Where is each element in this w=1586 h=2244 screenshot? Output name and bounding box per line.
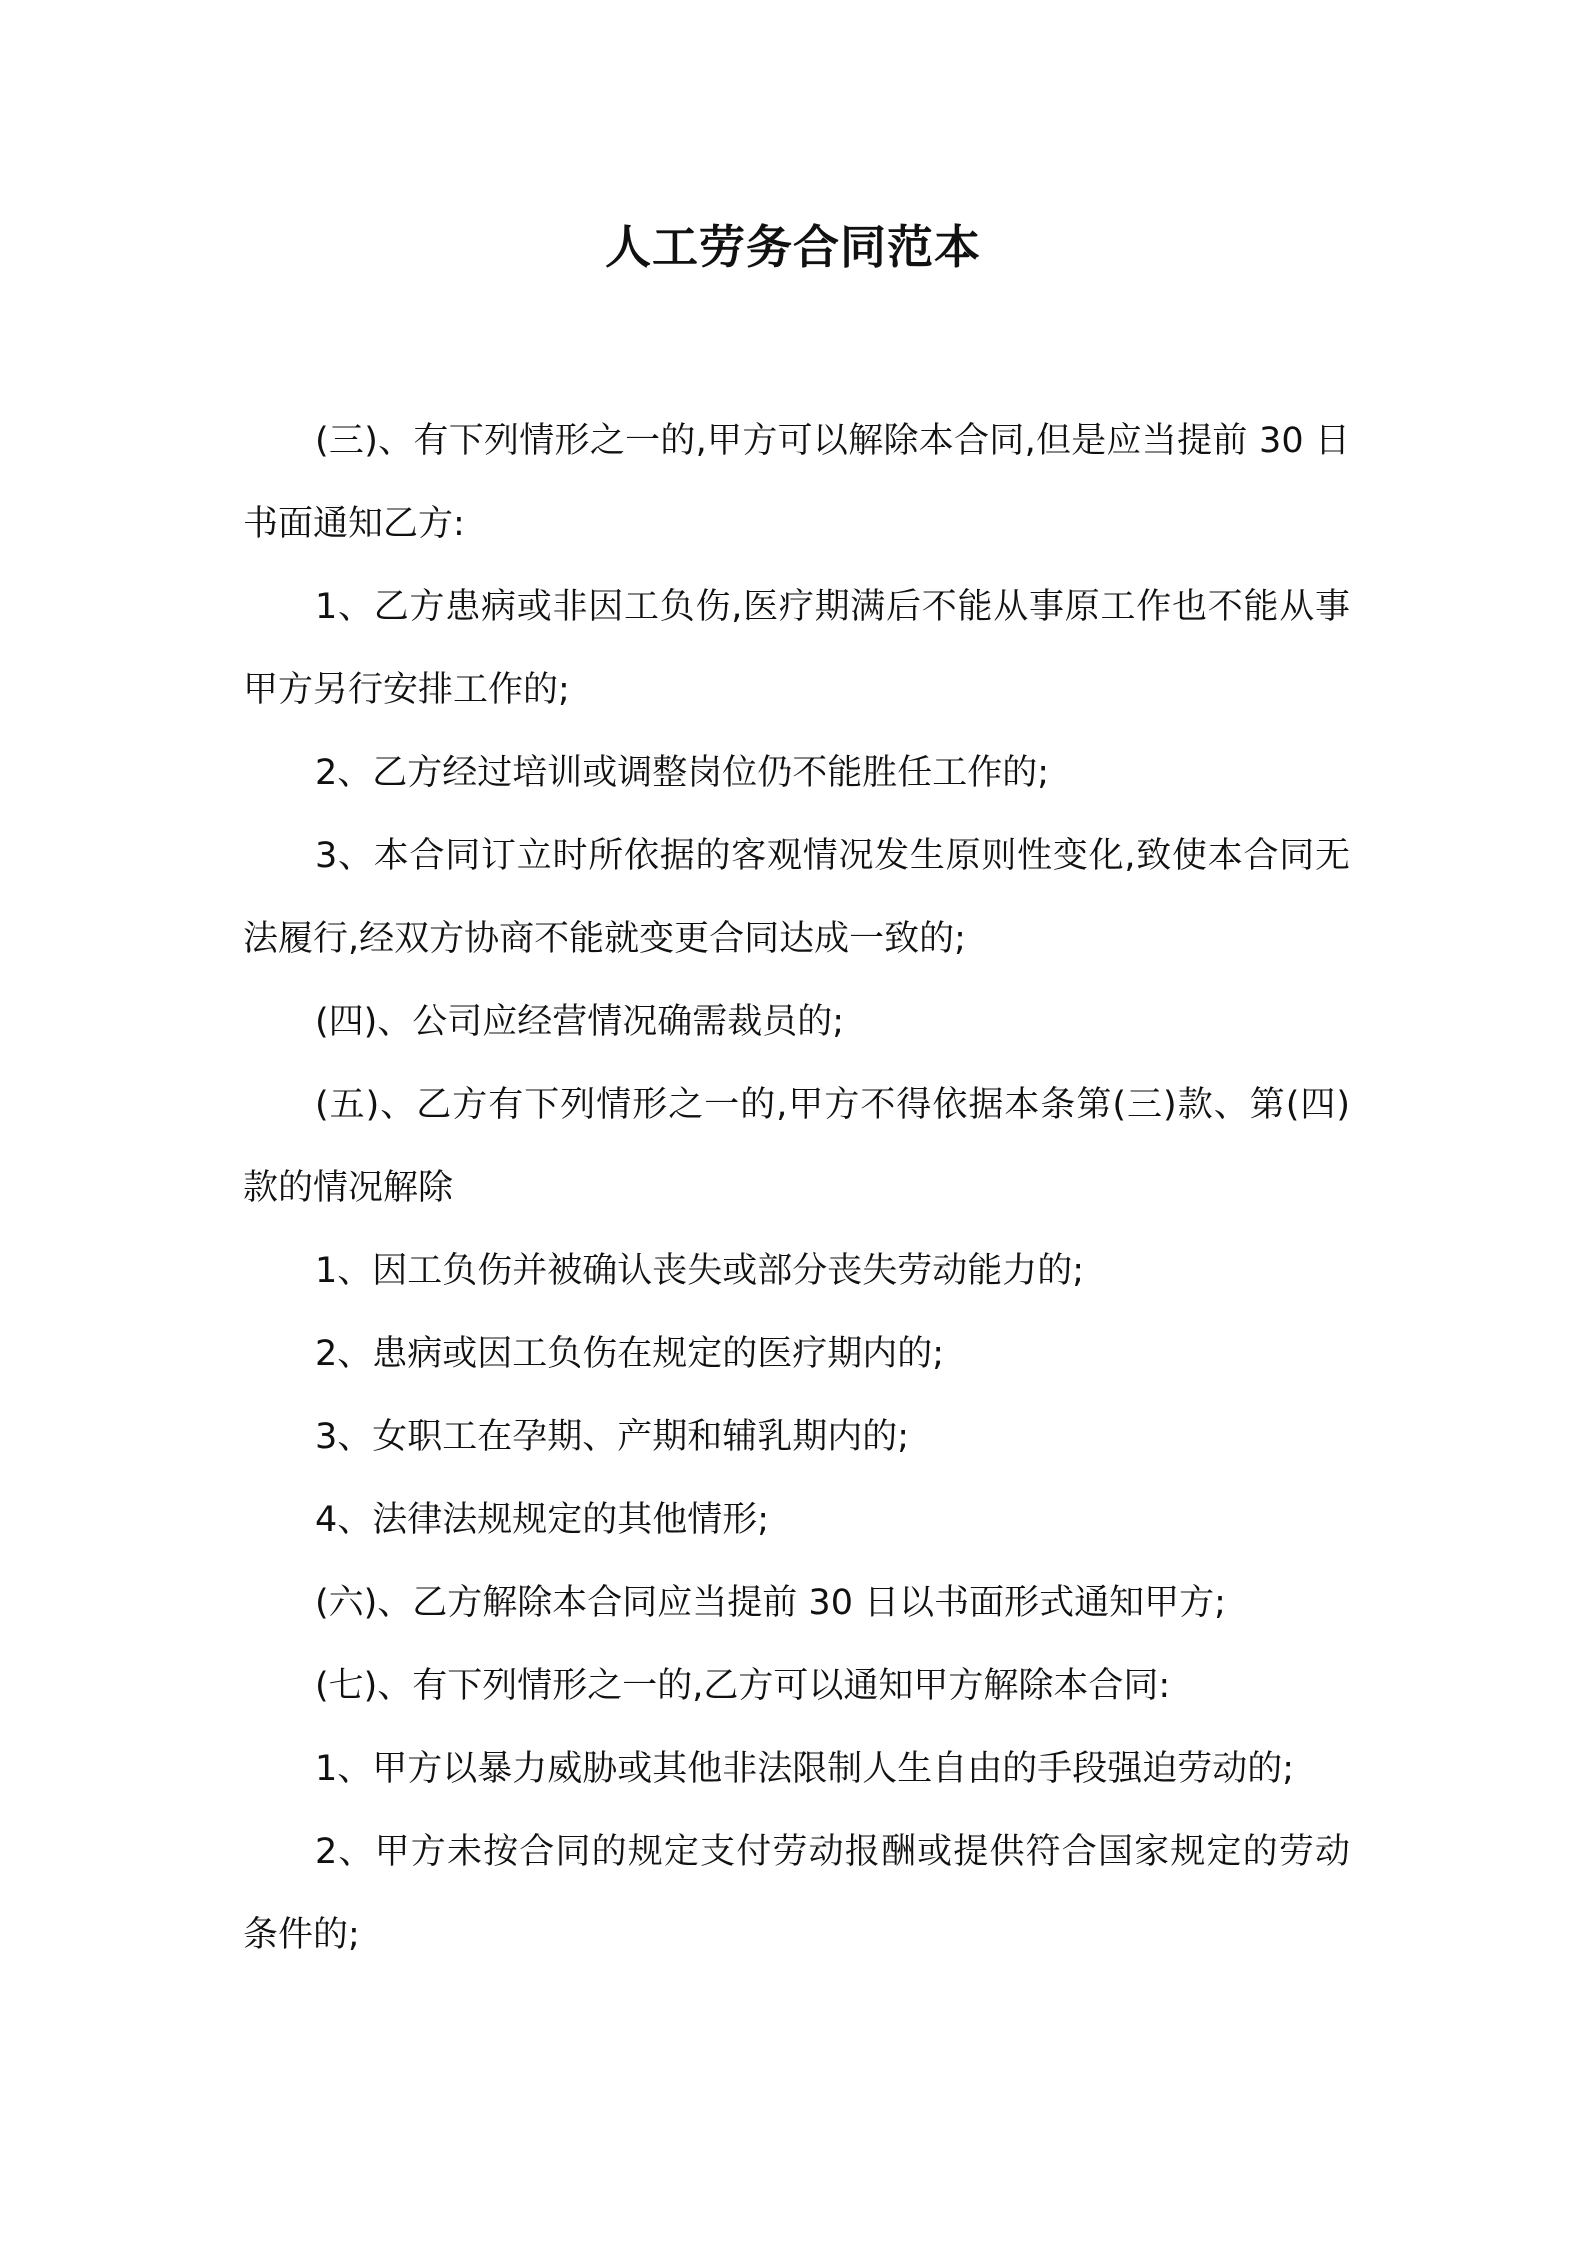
clause-3-item-3: 3、本合同订立时所依据的客观情况发生原则性变化,致使本合同无法履行,经双方协商不能就变更合同达成一致的;	[243, 836, 1350, 959]
clause-5-item-3: 3、女职工在孕期、产期和辅乳期内的;	[315, 1417, 910, 1457]
clause-5-item-2: 2、患病或因工负伤在规定的医疗期内的;	[315, 1334, 945, 1374]
document-body	[243, 400, 1350, 1977]
clause-7-item-2: 2、甲方未按合同的规定支付劳动报酬或提供符合国家规定的劳动条件的;	[243, 1832, 1350, 1955]
clause-5-item-4: 4、法律法规规定的其他情形;	[315, 1500, 770, 1540]
clause-3-item-1: 1、乙方患病或非因工负伤,医疗期满后不能从事原工作也不能从事甲方另行安排工作的;	[243, 587, 1350, 710]
clause-5-heading: (五)、乙方有下列情形之一的,甲方不得依据本条第(三)款、第(四)款的情况解除	[243, 1085, 1350, 1208]
clause-5-item-1: 1、因工负伤并被确认丧失或部分丧失劳动能力的;	[315, 1251, 1085, 1291]
clause-6: (六)、乙方解除本合同应当提前 30 日以书面形式通知甲方;	[315, 1583, 1226, 1623]
clause-7-item-1: 1、甲方以暴力威胁或其他非法限制人生自由的手段强迫劳动的;	[315, 1749, 1295, 1789]
clause-3-item-2: 2、乙方经过培训或调整岗位仍不能胜任工作的;	[315, 753, 1050, 793]
clause-7-heading: (七)、有下列情形之一的,乙方可以通知甲方解除本合同:	[315, 1666, 1171, 1706]
clause-4: (四)、公司应经营情况确需裁员的;	[315, 1002, 845, 1042]
document-title: 人工劳务合同范本	[605, 220, 981, 274]
clause-3-heading: (三)、有下列情形之一的,甲方可以解除本合同,但是应当提前 30 日书面通知乙方:	[243, 421, 1350, 544]
